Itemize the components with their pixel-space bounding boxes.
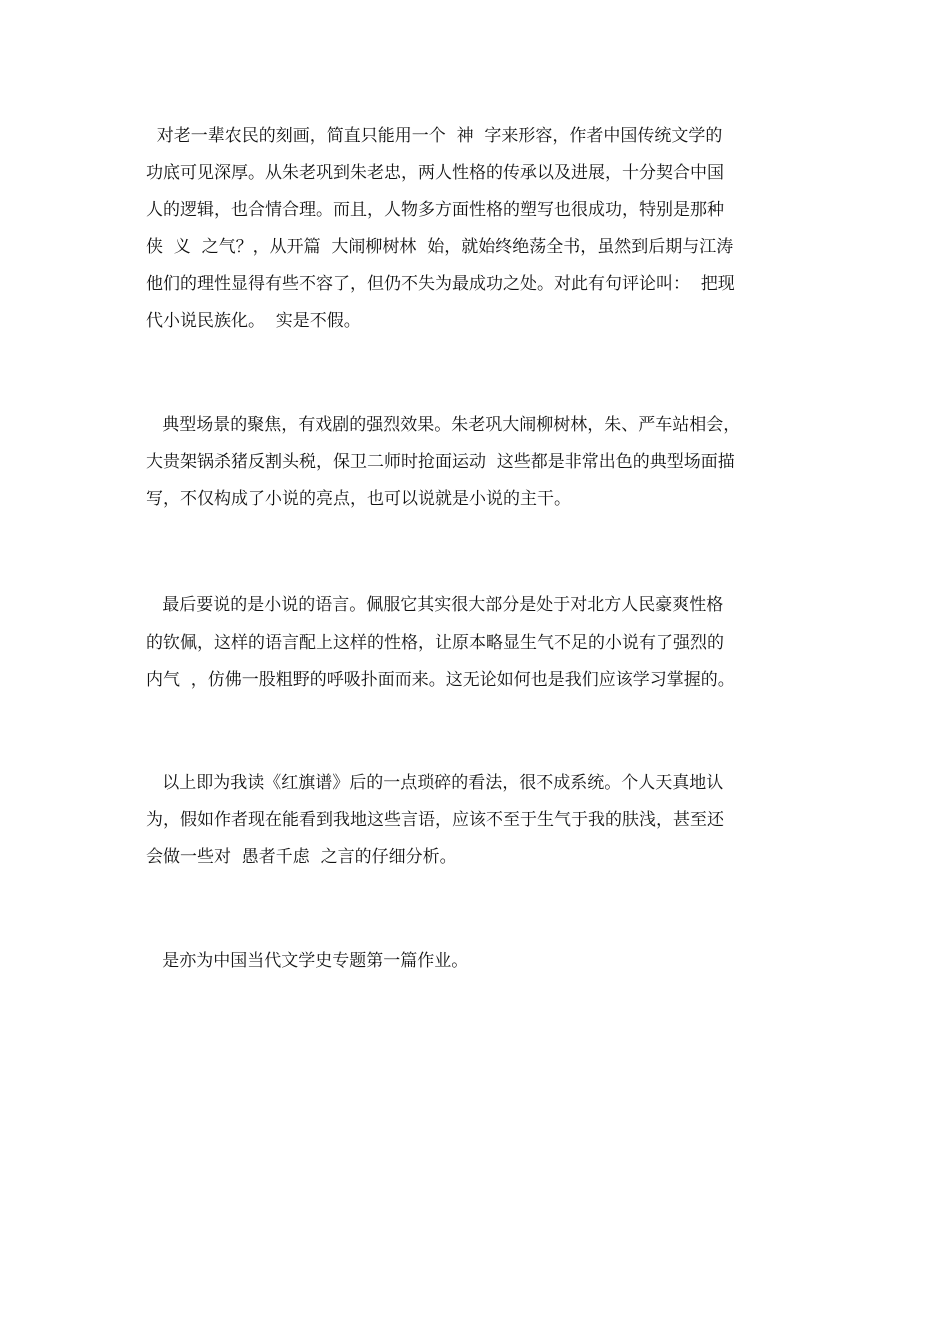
text-line: 大贵架锅杀猪反割头税，保卫二师时抢面运动 这些都是非常出色的典型场面描 [146, 452, 735, 472]
text-line: 典型场景的聚焦，有戏剧的强烈效果。朱老巩大闹柳树林，朱、严车站相会， [146, 415, 741, 435]
text-line: 他们的理性显得有些不容了，但仍不失为最成功之处。对此有句评论叫： 把现 [146, 274, 735, 294]
text-line: 是亦为中国当代文学史专题第一篇作业。 [146, 951, 469, 971]
text-line: 代小说民族化。 实是不假。 [146, 311, 361, 331]
text-line: 会做一些对 愚者千虑 之言的仔细分析。 [146, 847, 457, 867]
text-line: 为，假如作者现在能看到我地这些言语，应该不至于生气于我的肤浅，甚至还 [146, 810, 724, 830]
text-line: 的钦佩，这样的语言配上这样的性格，让原本略显生气不足的小说有了强烈的 [146, 633, 724, 653]
text-line: 功底可见深厚。从朱老巩到朱老忠，两人性格的传承以及进展，十分契合中国 [146, 163, 724, 183]
text-line: 侠 义 之气？，从开篇 大闹柳树林 始，就始终绝荡全书，虽然到后期与江涛 [146, 237, 734, 257]
text-line: 写，不仅构成了小说的亮点，也可以说就是小说的主干。 [146, 489, 571, 509]
text-line: 以上即为我读《红旗谱》后的一点琐碎的看法，很不成系统。个人天真地认 [146, 773, 724, 793]
text-line: 最后要说的是小说的语言。佩服它其实很大部分是处于对北方人民豪爽性格 [146, 595, 724, 615]
text-line: 内气 ，仿佛一股粗野的呼吸扑面而来。这无论如何也是我们应该学习掌握的。 [146, 670, 735, 690]
text-line: 人的逻辑，也合情合理。而且，人物多方面性格的塑写也很成功，特别是那种 [146, 200, 724, 220]
text-line: 对老一辈农民的刻画，简直只能用一个 神 字来形容，作者中国传统文学的 [146, 126, 723, 146]
